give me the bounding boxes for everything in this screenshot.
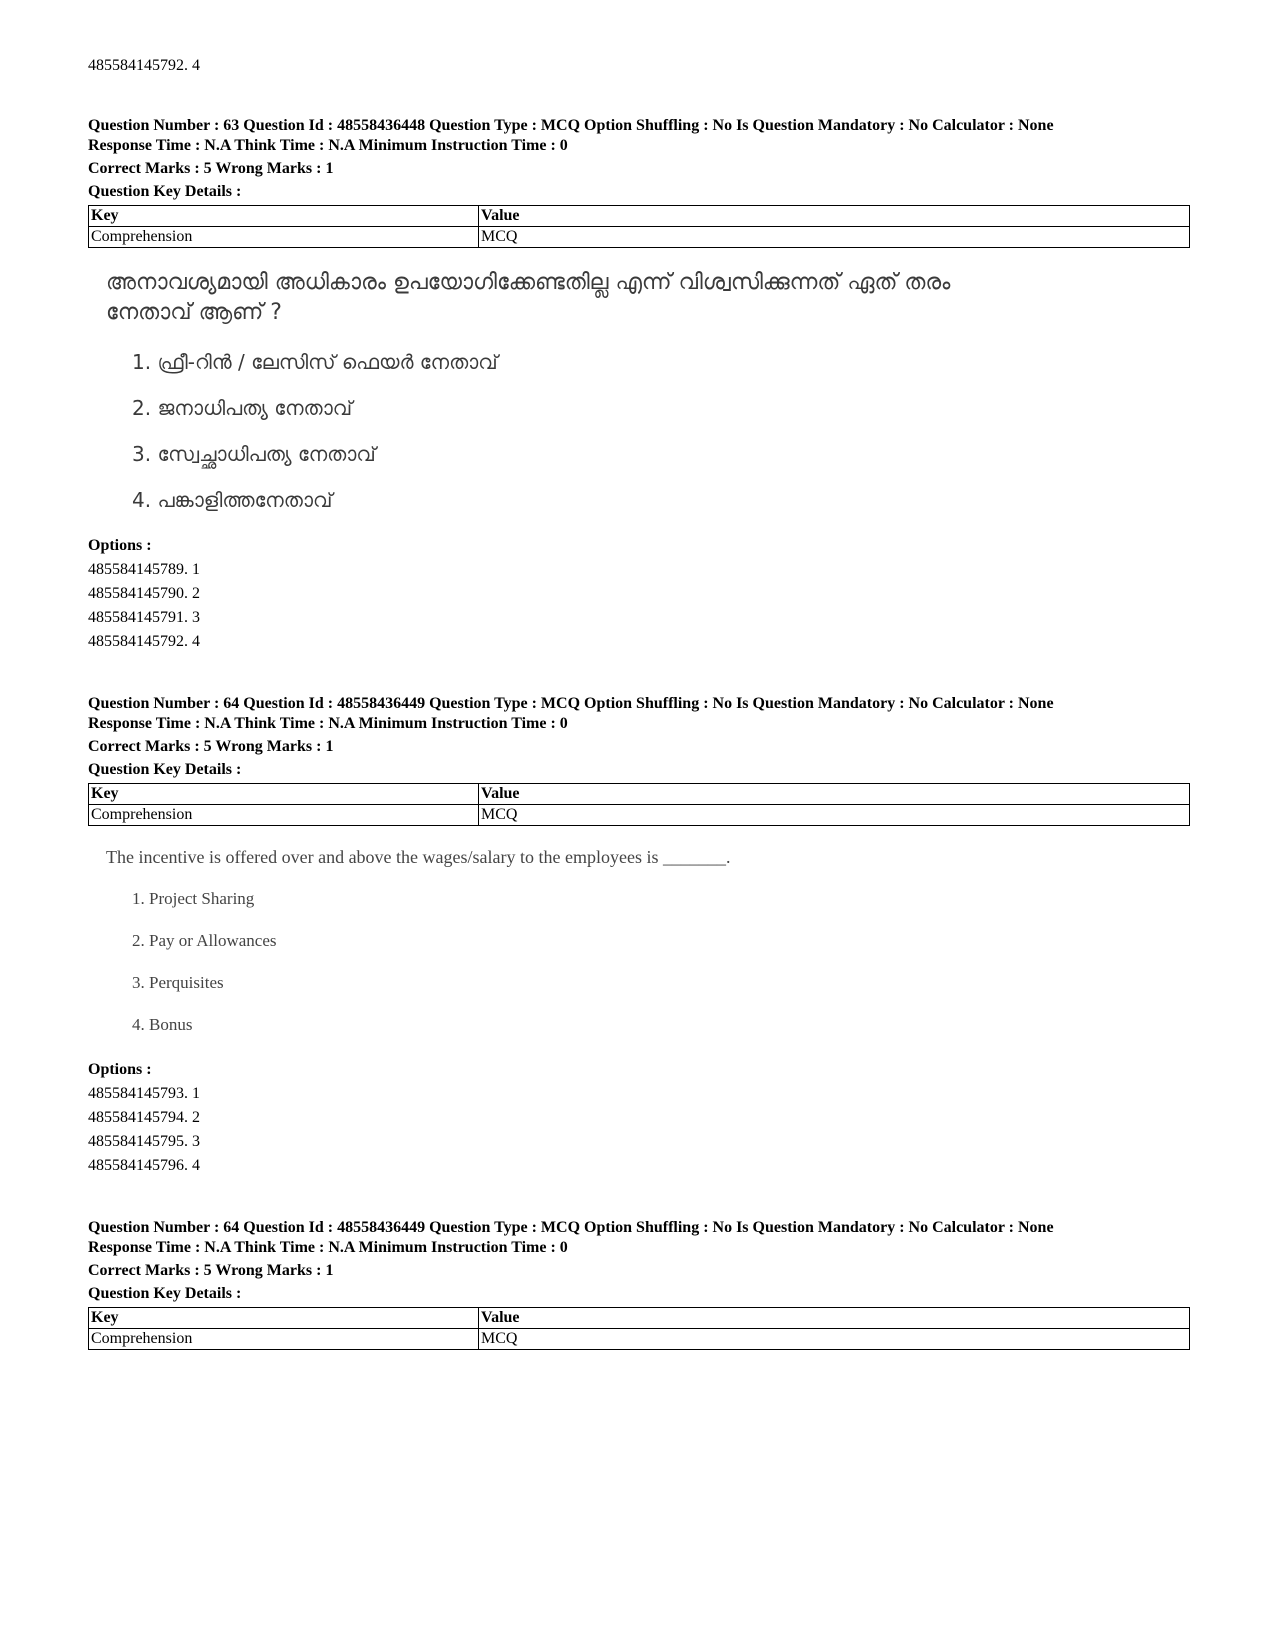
key-details-label: Question Key Details : <box>88 1285 242 1302</box>
options-list <box>88 534 1188 654</box>
choice-item: 4. പങ്കാളിത്തനേതാവ് <box>132 488 333 512</box>
question-marks: Correct Marks : 5 Wrong Marks : 1 <box>88 738 334 755</box>
table-header-value: Value <box>479 784 1190 805</box>
option-line: 485584145793. 1 <box>88 1085 200 1102</box>
question-marks: Correct Marks : 5 Wrong Marks : 1 <box>88 160 334 177</box>
table-header-key: Key <box>89 206 479 227</box>
table-cell-value: MCQ <box>479 1329 1190 1350</box>
table-header-row <box>89 1308 1190 1329</box>
choice-item: 2. Pay or Allowances <box>132 931 277 950</box>
question-stem: The incentive is offered over and above the wages/salary to the employees is _______. <box>106 847 731 867</box>
table-header-value: Value <box>479 1308 1190 1329</box>
option-line: 485584145795. 3 <box>88 1133 200 1150</box>
table-header-key: Key <box>89 784 479 805</box>
option-line: 485584145789. 1 <box>88 561 200 578</box>
choice-item: 2. ജനാധിപത്യ നേതാവ് <box>132 396 353 420</box>
table-header-value: Value <box>479 206 1190 227</box>
key-details-table <box>88 205 1190 248</box>
options-list <box>88 1058 1188 1178</box>
choice-item: 4. Bonus <box>132 1015 193 1034</box>
question-block <box>88 1218 1188 1350</box>
options-label: Options : <box>88 537 152 554</box>
key-details-label: Question Key Details : <box>88 761 242 778</box>
table-cell-value: MCQ <box>479 227 1190 248</box>
option-line: 485584145790. 2 <box>88 585 200 602</box>
table-header-key: Key <box>89 1308 479 1329</box>
table-row <box>89 805 1190 826</box>
key-details-table <box>88 783 1190 826</box>
question-block <box>88 694 1188 1178</box>
key-details-table <box>88 1307 1190 1350</box>
option-line: 485584145796. 4 <box>88 1157 200 1174</box>
table-header-row <box>89 206 1190 227</box>
question-timing: Response Time : N.A Think Time : N.A Minimum Instruction Time : 0 <box>88 137 568 154</box>
option-line: 485584145792. 4 <box>88 57 200 74</box>
table-row <box>89 227 1190 248</box>
key-details-label: Question Key Details : <box>88 183 242 200</box>
table-header-row <box>89 784 1190 805</box>
option-line: 485584145794. 2 <box>88 1109 200 1126</box>
choice-item: 3. സ്വേച്ഛാധിപത്യ നേതാവ് <box>132 442 376 466</box>
table-cell-key: Comprehension <box>89 1329 479 1350</box>
question-image <box>106 268 1188 512</box>
question-image <box>106 846 1188 1036</box>
question-marks: Correct Marks : 5 Wrong Marks : 1 <box>88 1262 334 1279</box>
question-meta: Question Number : 64 Question Id : 48558436449 Question Type : MCQ Option Shuffling : No Is Question Mandatory : No Calculator : None <box>88 1219 1054 1236</box>
question-timing: Response Time : N.A Think Time : N.A Minimum Instruction Time : 0 <box>88 715 568 732</box>
choice-item: 1. Project Sharing <box>132 889 255 908</box>
table-row <box>89 1329 1190 1350</box>
document-page <box>88 56 1188 1390</box>
table-cell-key: Comprehension <box>89 227 479 248</box>
question-meta: Question Number : 64 Question Id : 48558436449 Question Type : MCQ Option Shuffling : No Is Question Mandatory : No Calculator : None <box>88 695 1054 712</box>
option-line: 485584145792. 4 <box>88 633 200 650</box>
table-cell-value: MCQ <box>479 805 1190 826</box>
choice-item: 3. Perquisites <box>132 973 224 992</box>
options-label: Options : <box>88 1061 152 1078</box>
question-stem: അനാവശ്യമായി അധികാരം ഉപയോഗിക്കേണ്ടതില്ല എന്ന് വിശ്വസിക്കുന്നത് ഏത് തരം നേതാവ് ആണ് ? <box>106 270 951 325</box>
choice-item: 1. ഫ്രീ-റിൻ / ലേസിസ് ഫെയർ നേതാവ് <box>132 350 498 374</box>
question-meta: Question Number : 63 Question Id : 48558436448 Question Type : MCQ Option Shuffling : No Is Question Mandatory : No Calculator : None <box>88 117 1054 134</box>
table-cell-key: Comprehension <box>89 805 479 826</box>
question-block <box>88 116 1188 654</box>
question-timing: Response Time : N.A Think Time : N.A Minimum Instruction Time : 0 <box>88 1239 568 1256</box>
option-line: 485584145791. 3 <box>88 609 200 626</box>
